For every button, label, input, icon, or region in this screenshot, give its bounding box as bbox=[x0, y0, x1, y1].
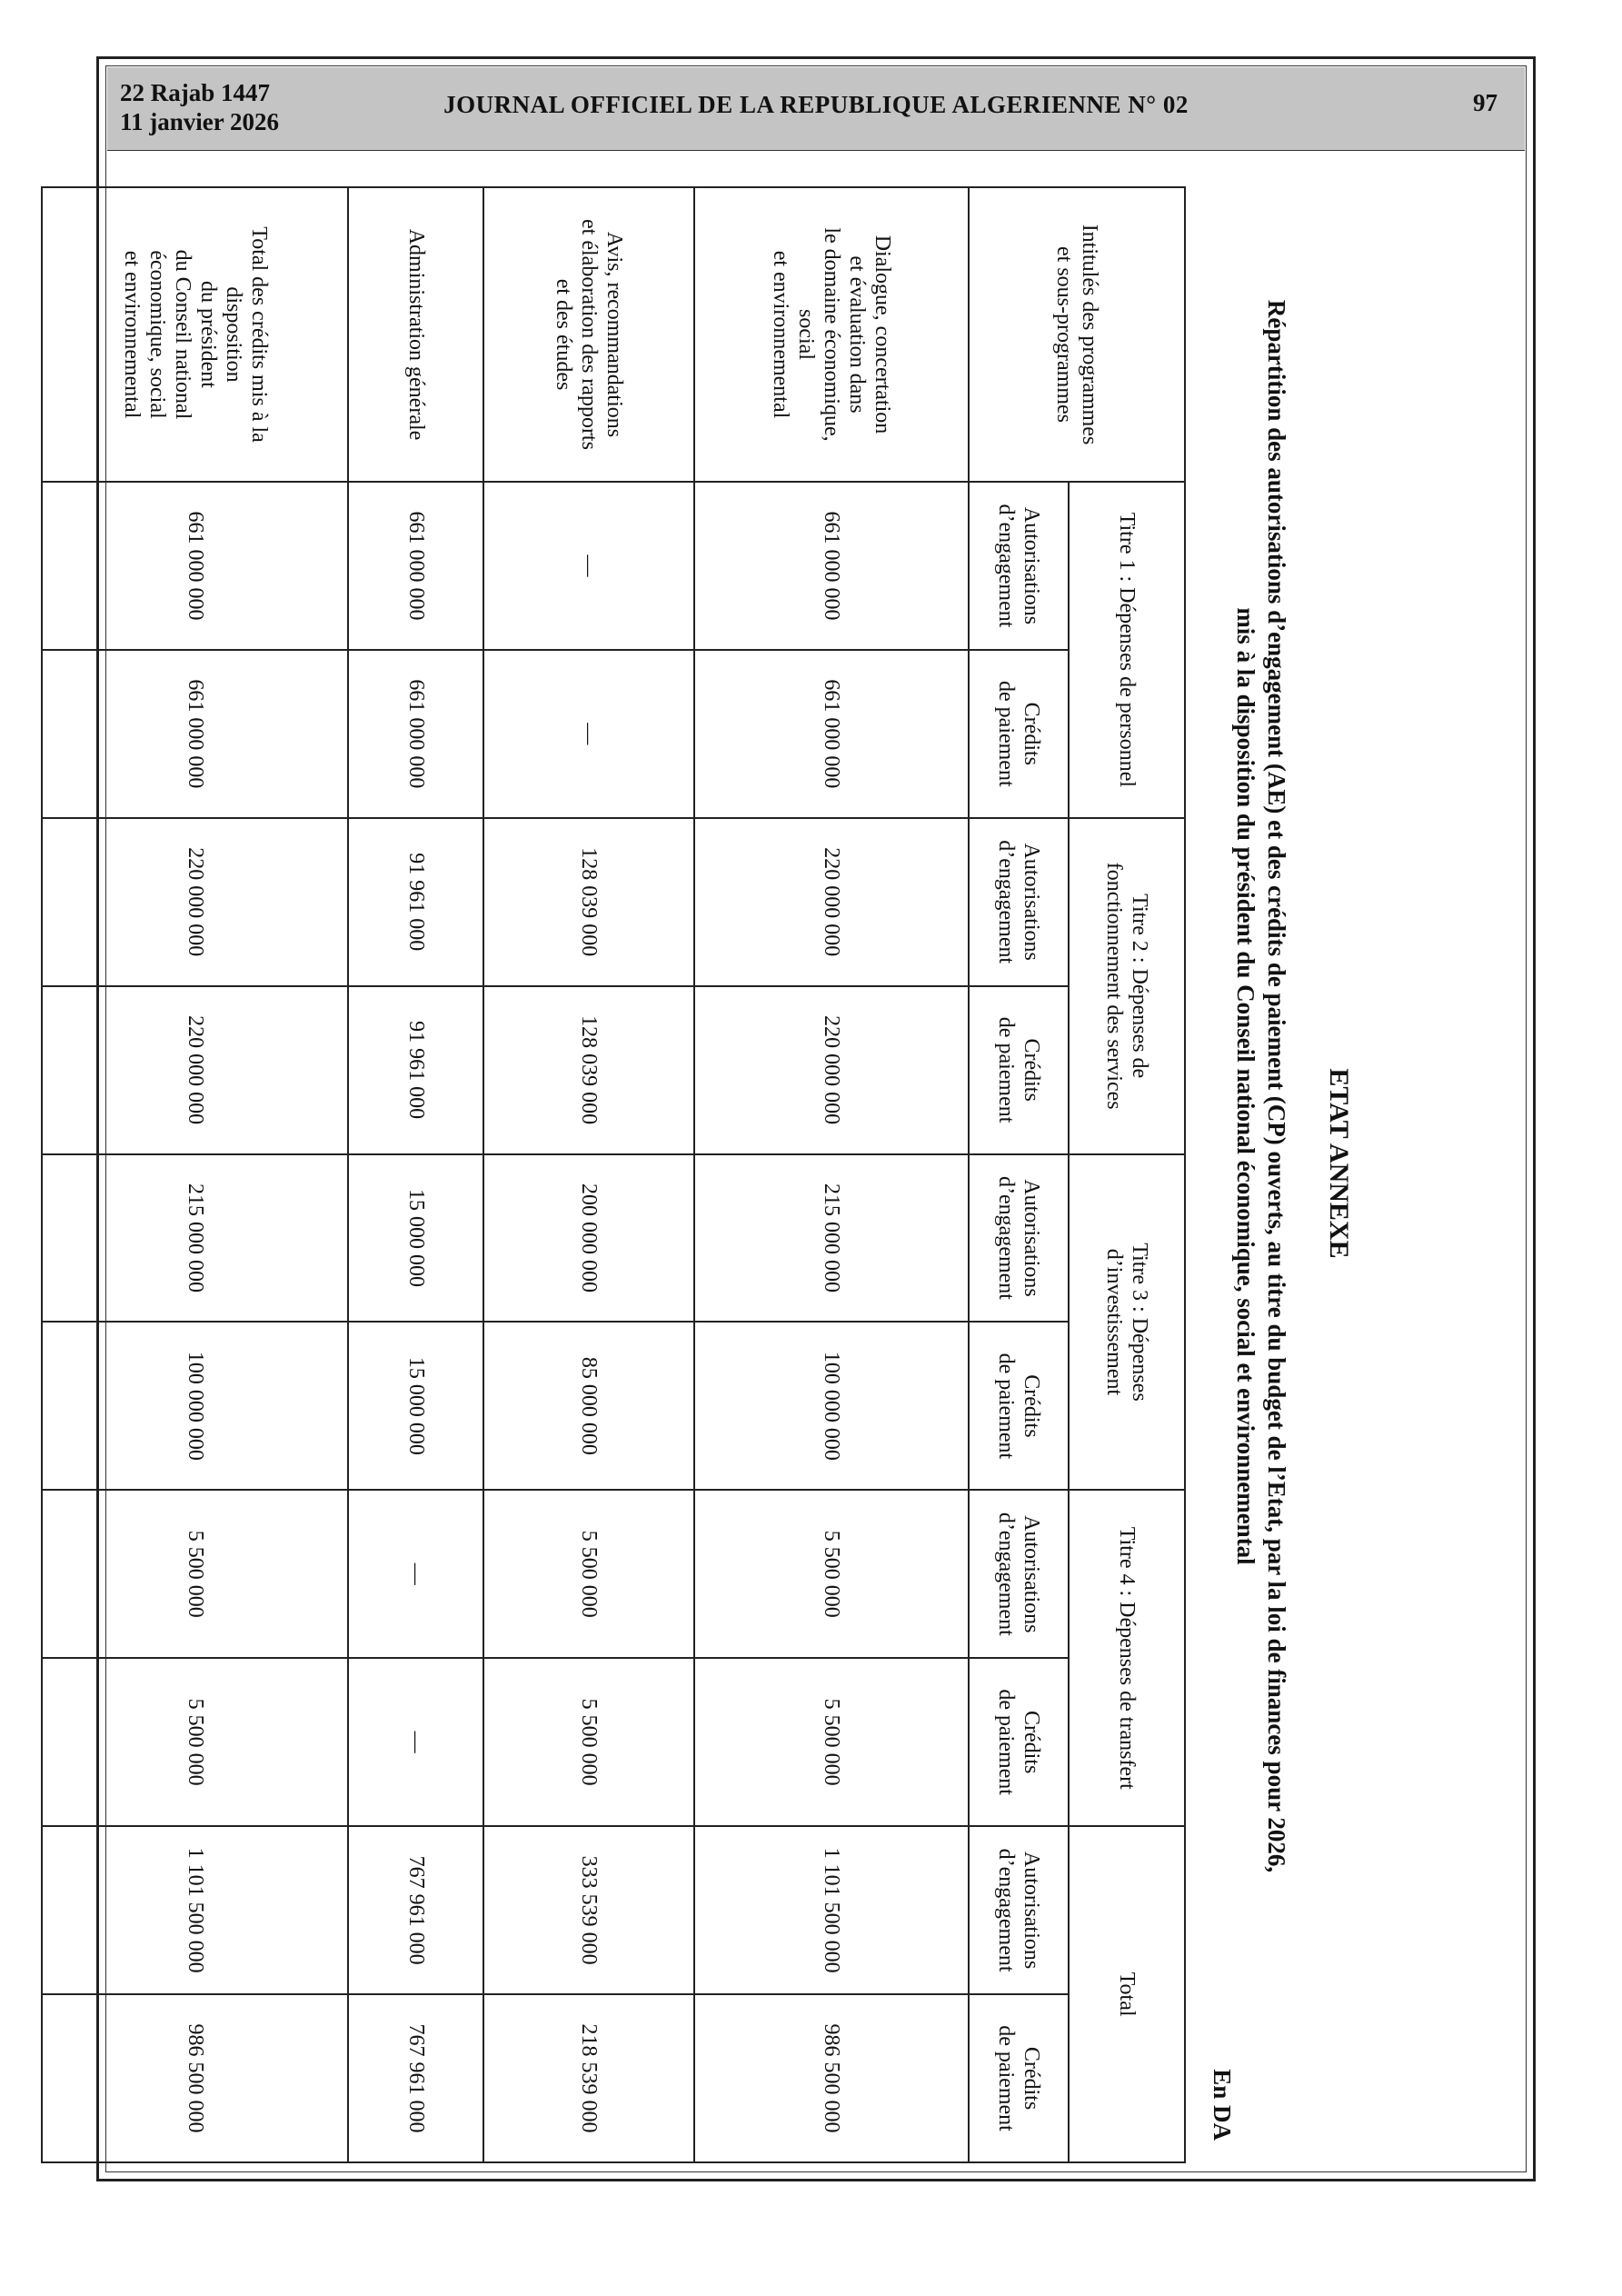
subheader-line: d’engagement bbox=[994, 840, 1018, 964]
ae-subheader bbox=[969, 1154, 1069, 1323]
title-4-header bbox=[1069, 1490, 1185, 1826]
ae-value-cell: 128 039 000 bbox=[483, 818, 694, 986]
cp-value-cell: 220 000 000 bbox=[42, 986, 348, 1154]
title-1-header bbox=[1069, 482, 1185, 818]
cp-value-cell: 767 961 000 bbox=[348, 1994, 483, 2162]
cp-value-cell: 91 961 000 bbox=[348, 986, 483, 1154]
ae-value-cell: — bbox=[483, 482, 694, 650]
cp-value-cell: 5 500 000 bbox=[483, 1658, 694, 1826]
program-header-line: et sous-programmes bbox=[1052, 246, 1076, 423]
table-row bbox=[42, 187, 348, 2162]
title-line: Total bbox=[1115, 1972, 1139, 2017]
program-label-line: Avis, recommandations bbox=[602, 231, 627, 438]
budget-table bbox=[41, 186, 1186, 2163]
subheader-line: Crédits bbox=[1020, 1374, 1043, 1438]
annex-subtitle-line1: Répartition des autorisations d’engagement (AE) et des crédits de paiement (CP) ouverts, au titre du budget de l’Etat, par la loi de finances pour 2026, bbox=[1263, 299, 1290, 1873]
ae-value-cell: 215 000 000 bbox=[694, 1154, 969, 1323]
title-line: Titre 4 : Dépenses de transfert bbox=[1115, 1526, 1139, 1790]
program-label-line: disposition bbox=[221, 286, 245, 383]
cp-value-cell: 15 000 000 bbox=[348, 1322, 483, 1490]
program-label-line: du Conseil national bbox=[170, 249, 194, 420]
cp-value-cell: 100 000 000 bbox=[42, 1322, 348, 1490]
subheader-line: d’engagement bbox=[994, 1176, 1018, 1300]
subheader-line: de paiement bbox=[994, 681, 1018, 787]
ae-value-cell: 220 000 000 bbox=[42, 818, 348, 986]
program-label-line: Administration générale bbox=[403, 228, 428, 441]
cp-value-cell: 661 000 000 bbox=[694, 650, 969, 818]
title-3-header bbox=[1069, 1154, 1185, 1491]
title-line: fonctionnement des services bbox=[1102, 862, 1126, 1110]
ae-value-cell: 5 500 000 bbox=[694, 1490, 969, 1658]
journal-header bbox=[107, 67, 1525, 151]
program-label-line: et des études bbox=[552, 278, 576, 391]
ae-value-cell: 91 961 000 bbox=[348, 818, 483, 986]
subheader-line: d’engagement bbox=[994, 504, 1018, 628]
title-2-header bbox=[1069, 818, 1185, 1154]
ae-value-cell: — bbox=[348, 1490, 483, 1658]
program-label bbox=[694, 187, 969, 482]
program-label-line: du président bbox=[195, 281, 220, 388]
subheader-line: Crédits bbox=[1020, 702, 1043, 765]
subheader-line: d’engagement bbox=[994, 1848, 1018, 1972]
table-row bbox=[348, 187, 483, 2162]
program-header-line: Intitulés des programmes bbox=[1078, 224, 1101, 445]
ae-value-cell: 767 961 000 bbox=[348, 1826, 483, 1994]
cp-value-cell: 220 000 000 bbox=[694, 986, 969, 1154]
date-hijri: 22 Rajab 1447 bbox=[120, 79, 271, 106]
ae-value-cell: 333 539 000 bbox=[483, 1826, 694, 1994]
ae-subheader bbox=[969, 818, 1069, 986]
ae-subheader bbox=[969, 1490, 1069, 1658]
cp-value-cell: 986 500 000 bbox=[694, 1994, 969, 2162]
program-label bbox=[348, 187, 483, 482]
total-header bbox=[1069, 1826, 1185, 2162]
cp-value-cell: — bbox=[483, 650, 694, 818]
subheader-line: Autorisations bbox=[1020, 1515, 1043, 1633]
ae-value-cell: 15 000 000 bbox=[348, 1154, 483, 1323]
cp-value-cell: 661 000 000 bbox=[348, 650, 483, 818]
annex-title: ETAT ANNEXE bbox=[1324, 1068, 1354, 1259]
program-label bbox=[42, 187, 348, 482]
journal-title: JOURNAL OFFICIEL DE LA REPUBLIQUE ALGERIENNE N° 02 bbox=[443, 91, 1189, 118]
ae-value-cell: 220 000 000 bbox=[694, 818, 969, 986]
subheader-line: de paiement bbox=[994, 1689, 1018, 1795]
subheader-line: Autorisations bbox=[1020, 1851, 1043, 1970]
ae-value-cell: 1 101 500 000 bbox=[694, 1826, 969, 1994]
ae-subheader bbox=[969, 1826, 1069, 1994]
cp-subheader bbox=[969, 1994, 1069, 2162]
cp-value-cell: 100 000 000 bbox=[694, 1322, 969, 1490]
subheader-line: de paiement bbox=[994, 1353, 1018, 1460]
table-body bbox=[42, 187, 969, 2162]
ae-value-cell: 1 101 500 000 bbox=[42, 1826, 348, 1994]
program-label-line: le domaine économique, bbox=[819, 227, 843, 442]
cp-value-cell: 128 039 000 bbox=[483, 986, 694, 1154]
subheader-line: Autorisations bbox=[1020, 1179, 1043, 1297]
program-label-line: économique, social bbox=[144, 250, 169, 419]
ae-value-cell: 661 000 000 bbox=[348, 482, 483, 650]
cp-value-cell: — bbox=[348, 1658, 483, 1826]
annex-subtitle bbox=[1230, 223, 1292, 1950]
subheader-line: Crédits bbox=[1020, 1038, 1043, 1102]
subheader-line: Autorisations bbox=[1020, 506, 1043, 625]
cp-subheader bbox=[969, 650, 1069, 818]
ae-value-cell: 5 500 000 bbox=[483, 1490, 694, 1658]
cp-value-cell: 218 539 000 bbox=[483, 1994, 694, 2162]
subheader-line: de paiement bbox=[994, 2025, 1018, 2131]
program-label-line: et élaboration des rapports bbox=[577, 219, 602, 450]
program-label-line: social bbox=[793, 309, 818, 360]
cp-value-cell: 5 500 000 bbox=[42, 1658, 348, 1826]
title-line: Titre 1 : Dépenses de personnel bbox=[1115, 512, 1139, 788]
subheader-line: Crédits bbox=[1020, 2046, 1043, 2111]
table-row bbox=[694, 187, 969, 2162]
ae-subheader bbox=[969, 482, 1069, 650]
currency-unit: En DA bbox=[1209, 2069, 1236, 2141]
subheader-line: Crédits bbox=[1020, 1711, 1043, 1774]
rotated-annex bbox=[91, 150, 1363, 2177]
cp-subheader bbox=[969, 1322, 1069, 1490]
title-line: d’investissement bbox=[1102, 1248, 1126, 1396]
subheader-line: de paiement bbox=[994, 1016, 1018, 1123]
program-label bbox=[483, 187, 694, 482]
cp-value-cell: 986 500 000 bbox=[42, 1994, 348, 2162]
cp-value-cell: 661 000 000 bbox=[42, 650, 348, 818]
page-number: 97 bbox=[1473, 89, 1498, 116]
program-label-line: et environnemental bbox=[768, 250, 792, 419]
table-header-row bbox=[1069, 187, 1185, 2162]
program-label-line: Total des crédits mis à la bbox=[246, 226, 271, 443]
program-label-line: et évaluation dans bbox=[844, 255, 869, 414]
ae-value-cell: 200 000 000 bbox=[483, 1154, 694, 1323]
ae-value-cell: 5 500 000 bbox=[42, 1490, 348, 1658]
title-line: Titre 2 : Dépenses de bbox=[1128, 893, 1151, 1079]
subheader-line: d’engagement bbox=[994, 1512, 1018, 1636]
cp-value-cell: 5 500 000 bbox=[694, 1658, 969, 1826]
cp-value-cell: 85 000 000 bbox=[483, 1322, 694, 1490]
program-label-line: Dialogue, concertation bbox=[870, 235, 894, 434]
ae-value-cell: 661 000 000 bbox=[694, 482, 969, 650]
program-header bbox=[969, 187, 1185, 482]
title-line: Titre 3 : Dépenses bbox=[1128, 1243, 1151, 1402]
ae-value-cell: 215 000 000 bbox=[42, 1154, 348, 1323]
cp-subheader bbox=[969, 1658, 1069, 1826]
program-label-line: et environnemental bbox=[119, 250, 144, 419]
subheader-line: Autorisations bbox=[1020, 843, 1043, 961]
table-subheader-row bbox=[969, 187, 1069, 2162]
annex-subtitle-line2: mis à la disposition du président du Conseil national économique, social et environnemental bbox=[1232, 607, 1259, 1565]
ae-value-cell: 661 000 000 bbox=[42, 482, 348, 650]
date-gregorian: 11 janvier 2026 bbox=[120, 108, 279, 135]
table-row bbox=[483, 187, 694, 2162]
cp-subheader bbox=[969, 986, 1069, 1154]
